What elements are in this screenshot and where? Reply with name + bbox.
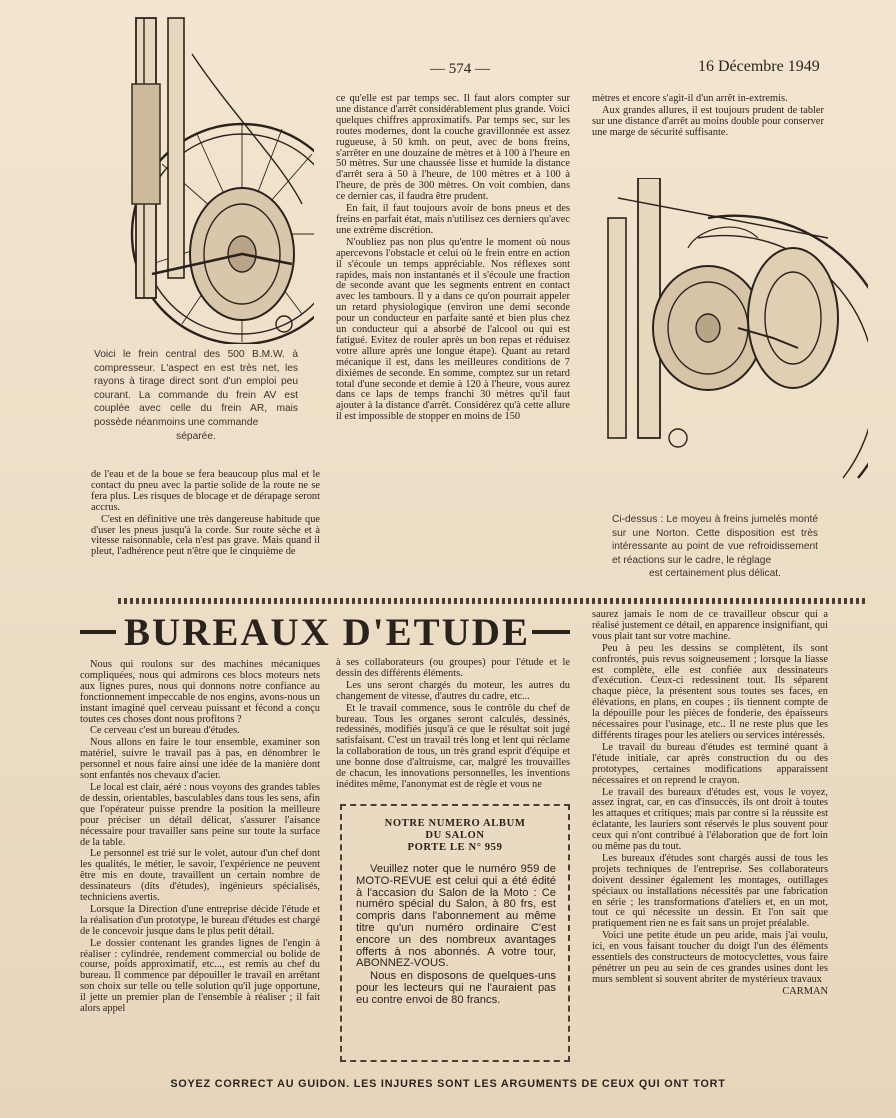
norton-caption-end: est certainement plus délicat. <box>649 568 781 580</box>
upper-right-column <box>592 94 824 140</box>
paragraph: C'est en définitive une très dangereuse habitude que d'user les pneus jusqu'à la corde. Sur route sèche et à vitesse raisonnable, cela n'est pas grave. Mais quand il pleut, l'adhérence peut n'être que le cinquième de <box>91 513 320 558</box>
paragraph: Le travail du bureau d'études est terminé quant à l'étude initiale, car après construction du ou des prototypes, certaines modifications apparaissent nécessaires et on reprend le crayon. <box>592 741 828 786</box>
bmw-brake-illustration <box>92 14 314 344</box>
paragraph: Lorsque la Direction d'une entreprise décide l'étude et la réalisation d'un prototype, le bureau d'études est chargé de le concevoir jusque dans le plus petit détail. <box>80 903 320 937</box>
title-rule-left <box>80 630 116 634</box>
page-number: — 574 — <box>430 61 490 77</box>
paragraph: Aux grandes allures, il est toujours prudent de tabler sur une distance d'arrêt au moins double pour conserver une marge de sécurité suffisante. <box>592 104 824 138</box>
section-title: BUREAUX D'ETUDE <box>124 611 530 654</box>
title-rule-right <box>532 630 570 634</box>
paragraph: ce qu'elle est par temps sec. Il faut alors compter sur une distance d'arrêt considérablement plus grande. Voici quelques chiffres approximatifs. Par temps sec, sur les routes modernes, dont la couche gravillonnée est assez rugueuse, à 50 kmh. on peut, avec de bons freins, s'arrêter en une douzaine de mètres et à 100 à l'heure en 50 mètres. Sur une chaussée lisse et humide la distance d'arrêt sera à 50 à l'heure, de 100 mètres et à 100 à l'heure, de près de 300 mètres. On voit combien, dans ce dernier cas, il faudra être prudent. <box>336 93 570 203</box>
notice-heading-line: PORTE LE N° 959 <box>407 842 503 853</box>
paragraph: à ses collaborateurs (ou groupes) pour l'étude et le dessin des différents éléments. <box>336 657 570 679</box>
paragraph: Ce cerveau c'est un bureau d'études. <box>90 725 240 737</box>
paragraph: Nous qui roulons sur des machines mécaniques compliquées, nous qui admirons ces blocs moteurs nets aux lignes pures, nous qui donnons notre confiance au fonctionnement impeccable de nos engins, avons-nous un instant imaginé quel cerveau puissant et fécond a conçu toutes ces choses dont nous profitons ? <box>80 659 320 725</box>
paragraph: En fait, il faut toujours avoir de bons pneus et des freins en parfait état, mais n'utilisez ces derniers qu'avec une extrême discrétion. <box>336 203 570 236</box>
paragraph: Les bureaux d'études sont chargés aussi de tous les projets techniques de l'entreprise. Ses collaborateurs doivent dessiner également les montages, outillages spéciaux ou installations nécessités par une fabrication en série ; les transformations d'ateliers et, en un mot, tout ce qui nécessite un dessin. Et l'on sait que pratiquement rien ne es fait sans un projet préalable. <box>592 852 828 930</box>
paragraph: Le personnel est trié sur le volet, autour d'un chef dont les qualités, le métier, le savoir, l'expérience ne peuvent être mis en doute, travaillent un certain nombre de dessinateurs (dits d'études), ingénieurs spécialisés, techniciens avertis. <box>80 848 320 904</box>
bmw-caption-text: Voici le frein central des 500 B.M.W. à compresseur. L'aspect en est très net, les rayons à tirage direct sont d'un emploi peu courant. La commande du frein AV est couplée avec celle du frein AR, mais possède néanmoins une commande <box>94 349 298 428</box>
paragraph: Le local est clair, aéré : nous voyons des grandes tables de dessin, orientables, basculables dans tous les sens, afin que l'opérateur puisse prendre la position la meilleure pour préciser un détail délicat, s'assurer l'aisance nécessaire pour travailler sans peine sur toute la surface de la table. <box>80 781 320 848</box>
notice-heading-line: NOTRE NUMERO ALBUM <box>384 818 526 829</box>
notice-paragraph: Nous en disposons de quelques-uns pour les lecteurs qui ne l'auraient pas eu contre envoi de 80 francs. <box>356 970 556 1006</box>
author-signature: CARMAN <box>782 985 828 997</box>
paragraph: Le travail des bureaux d'études est, vous le voyez, assez ingrat, car, en cas d'insuccès, ils ont droit à toutes les attaques et critiques; mais par contre si la réussite est éclatante, les lauriers sont réservés le plus souvent pour ceux qui n'ont contribué à l'élaboration que de fort loin ou même pas du tout. <box>592 786 828 853</box>
notice-heading-line: DU SALON <box>425 830 485 841</box>
paragraph: Voici une petite étude un peu aride, mais j'ai voulu, ici, en vous faisant toucher du doigt l'un des éléments essentiels des constructeurs de motocyclettes, vous faire pénétrer un peu au sein de ces grandes usines dont les murs semblent si souvent abriter de mystérieux travaux <box>592 930 828 985</box>
norton-hub-illustration <box>588 178 868 508</box>
upper-middle-column <box>336 94 570 424</box>
lower-left-column <box>80 660 320 1016</box>
section-divider <box>118 598 866 604</box>
notice-paragraph: Veuillez noter que le numéro 959 de MOTO-REVUE est celui qui a été édité à l'accasion du Salon de la Moto : Ce numéro spécial du Salon, à 80 frs, est compris dans l'abonnement au même titre qu'un numéro ordinaire C'est encore un des nombreux avantages offerts à nos abonnés. A votre tour, ABONNEZ-VOUS. <box>356 863 556 970</box>
paragraph: Et le travail commence, sous le contrôle du chef de bureau. Tous les organes seront calculés, dessinés, redessinés, modifiés jusqu'à ce que le résultat soit jugé satisfaisant. C'est un travail très long et lent qui réclame la collaboration de tous, un très grand esprit d'équipe et une bonne dose d'altruisme, car, malgré les trouvailles de chacun, les innovations personnelles, les inventions inédites même, l'anonymat est de règle et vous ne <box>336 702 570 790</box>
paragraph: de l'eau et de la boue se fera beaucoup plus mal et le contact du pneu avec la partie solide de la route ne se fera plus. Les risques de blocage et de dérapage seront accrus. <box>91 469 320 513</box>
lower-middle-column <box>336 658 570 792</box>
bmw-caption-end: séparée. <box>176 430 216 442</box>
upper-left-column <box>91 470 320 559</box>
lower-right-column <box>592 610 828 998</box>
paragraph: Nous allons en faire le tour ensemble, examiner son matériel, suivre le travail pas à pas, en dénombrer le personnel et nous faire ainsi une idée de la manière dont sont enfantés nos chevaux d'acier. <box>80 737 320 782</box>
norton-caption-text: Ci-dessus : Le moyeu à freins jumelés monté sur une Norton. Cette disposition est très intéressante au point de vue refroidissement et réactions sur le cadre, le réglage <box>612 514 818 566</box>
paragraph: mètres et encore s'agit-il d'un arrêt in-extremis. <box>592 93 788 104</box>
norton-caption <box>612 513 818 581</box>
issue-date: 16 Décembre 1949 <box>698 58 820 75</box>
paragraph: Les uns seront chargés du moteur, les autres du changement de vitesse, d'autres du cadre, etc... <box>336 679 570 702</box>
notice-body <box>356 864 556 1008</box>
section-title-block <box>80 608 570 654</box>
footer-slogan: SOYEZ CORRECT AU GUIDON. LES INJURES SONT LES ARGUMENTS DE CEUX QUI ONT TORT <box>170 1078 726 1090</box>
notice-heading <box>342 818 568 854</box>
paragraph: Le dossier contenant les grandes lignes de l'engin à réaliser : cylindrée, rendement commercial ou bolide de course, poids approximatif, etc..., est remis au chef du bureau. Il commence par dépouiller le travail en arrêtant son choix sur telle ou telle solution qu'il juge opportune, il jette un premier plan de l'ensemble à réaliser ; il fait alors appel <box>80 937 320 1015</box>
notice-box <box>340 804 570 1062</box>
bmw-caption <box>94 348 298 443</box>
paragraph: Peu à peu les dessins se complètent, ils sont confrontés, puis revus soigneusement ; lorsque la liasse est complète, elle est confiée aux dessinateurs d'exécution. Ceux-ci redessinent tout. Ils séparent chaque pièce, la présentent sous toutes ses faces, en élévations, en plans, en coupes ; ils tiennent compte de la dépouille pour les pièces de fonderie, des épaisseurs nécessaires pour l'usinage, etc.. Il ne reste plus que les différents tirages pour les ateliers ou services intéressés. <box>592 642 828 741</box>
paragraph: N'oubliez pas non plus qu'entre le moment où nous apercevons l'obstacle et celui où le frein entre en action il s'écoule un temps appréciable. Nos réflexes sont rapides, mais non instantanés et il s'écoule une fraction de seconde avant que les segments entrent en contact avec les tambours. Il y a dans ce qu'on pourrait appeler un retard physiologique (environ une demi seconde pour un conducteur en parfaite santé et bien plus chez un conducteur qui a absorbé de l'alcool ou qui est fatigué. Evitez de rouler après un bon repas et réduisez votre allure après une longue étape). Quant au retard mécanique il est, dans les meilleures conditions de 7 dixièmes de seconde. En somme, comptez sur un retard total d'une seconde et demie à 120 à l'heure, vous aurez dans ce laps de temps franchi 30 mètres qu'il faut ajouter à la distance d'arrêt. Considérez qu'à cette allure il est impossible de stopper en moins de 150 <box>336 236 570 423</box>
paragraph: saurez jamais le nom de ce travailleur obscur qui a réalisé justement ce détail, en apparence insignifiant, qui vous plait tant sur votre machine. <box>592 609 828 642</box>
